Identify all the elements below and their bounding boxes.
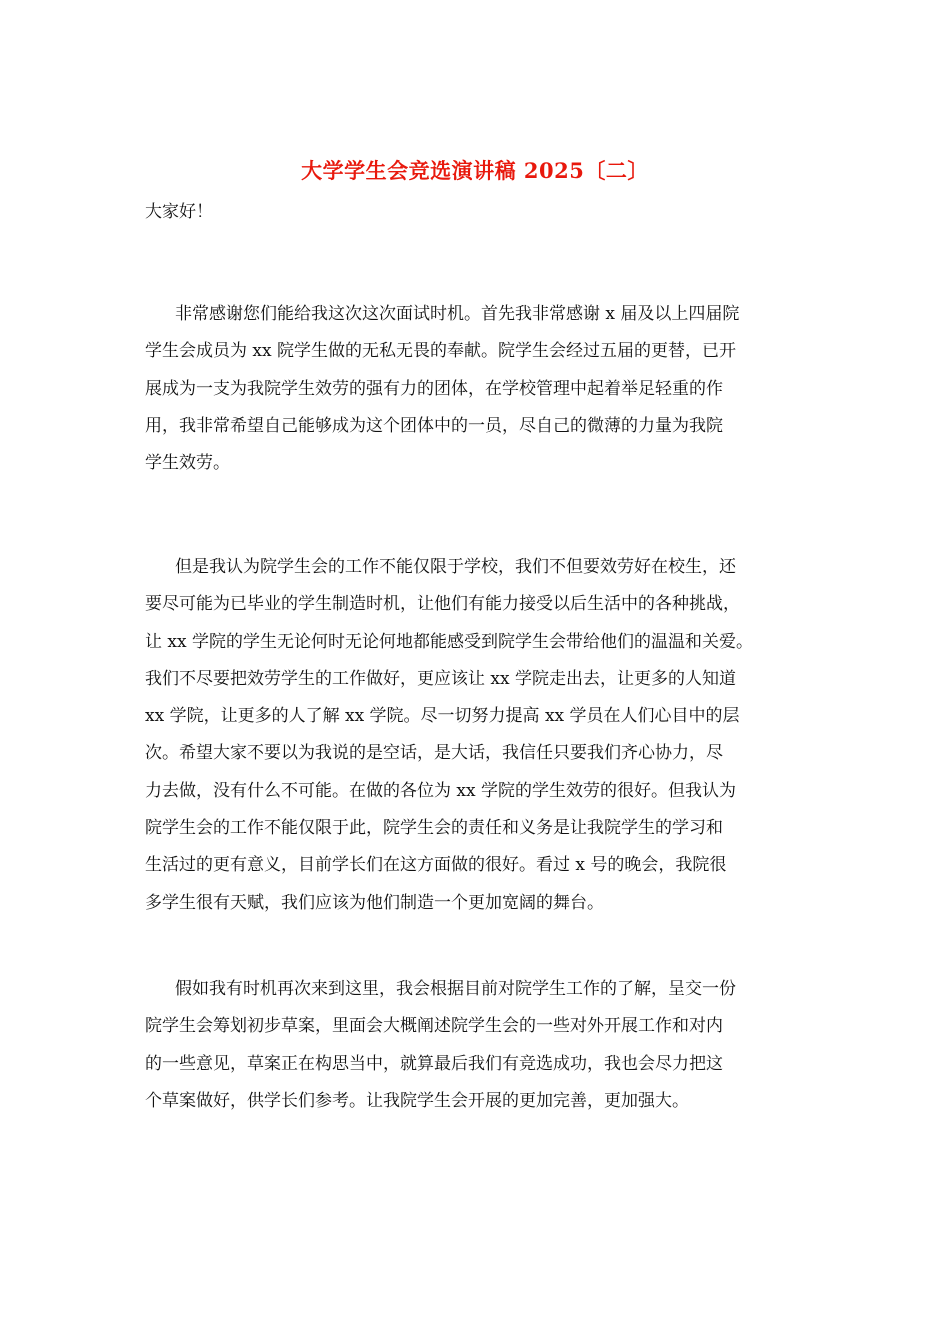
paragraph-line: 用，我非常希望自己能够成为这个团体中的一员，尽自己的微薄的力量为我院 bbox=[145, 415, 723, 436]
paragraph-line: 要尽可能为已毕业的学生制造时机，让他们有能力接受以后生活中的各种挑战， bbox=[145, 594, 740, 615]
paragraph-line: 让 xx 学院的学生无论何时无论何地都能感受到院学生会带给他们的温温和关爱。 bbox=[145, 631, 753, 652]
paragraph-line: 非常感谢您们能给我这次这次面试时机。首先我非常感谢 x 届及以上四届院 bbox=[175, 304, 740, 324]
greeting-text: 大家好！ bbox=[145, 202, 213, 222]
paragraph-line: 学生效劳。 bbox=[145, 453, 230, 474]
paragraph-line: 院学生会筹划初步草案，里面会大概阐述院学生会的一些对外开展工作和对内 bbox=[145, 1016, 723, 1037]
paragraph-line: 学生会成员为 xx 院学生做的无私无畏的奉献。院学生会经过五届的更替，已开 bbox=[145, 341, 736, 362]
paragraph-line: 生活过的更有意义，目前学长们在这方面做的很好。看过 x 号的晚会，我院很 bbox=[145, 855, 727, 876]
paragraph-line: 次。希望大家不要以为我说的是空话，是大话，我信任只要我们齐心协力，尽 bbox=[145, 743, 723, 764]
paragraph-line: 个草案做好，供学长们参考。让我院学生会开展的更加完善，更加强大。 bbox=[145, 1090, 689, 1111]
paragraph-line: 但是我认为院学生会的工作不能仅限于学校，我们不但要效劳好在校生，还 bbox=[175, 557, 736, 577]
paragraph-3 bbox=[145, 971, 825, 1120]
paragraph-line: 假如我有时机再次来到这里，我会根据目前对院学生工作的了解，呈交一份 bbox=[175, 979, 736, 999]
document-title: 大学学生会竞选演讲稿 2025〔二〕 bbox=[301, 158, 649, 183]
paragraph-line: 我们不尽要把效劳学生的工作做好，更应该让 xx 学院走出去，让更多的人知道 bbox=[145, 668, 736, 689]
paragraph-line: xx 学院，让更多的人了解 xx 学院。尽一切努力提高 xx 学员在人们心目中的层 bbox=[145, 706, 740, 727]
paragraph-line: 院学生会的工作不能仅限于此，院学生会的责任和义务是让我院学生的学习和 bbox=[145, 818, 723, 839]
paragraph-1 bbox=[145, 296, 825, 482]
paragraph-2 bbox=[145, 549, 825, 922]
paragraph-line: 展成为一支为我院学生效劳的强有力的团体，在学校管理中起着举足轻重的作 bbox=[145, 378, 723, 399]
paragraph-line: 力去做，没有什么不可能。在做的各位为 xx 学院的学生效劳的很好。但我认为 bbox=[145, 780, 736, 801]
paragraph-line: 的一些意见，草案正在构思当中，就算最后我们有竞选成功，我也会尽力把这 bbox=[145, 1053, 723, 1074]
paragraph-line: 多学生很有天赋，我们应该为他们制造一个更加宽阔的舞台。 bbox=[145, 892, 604, 913]
